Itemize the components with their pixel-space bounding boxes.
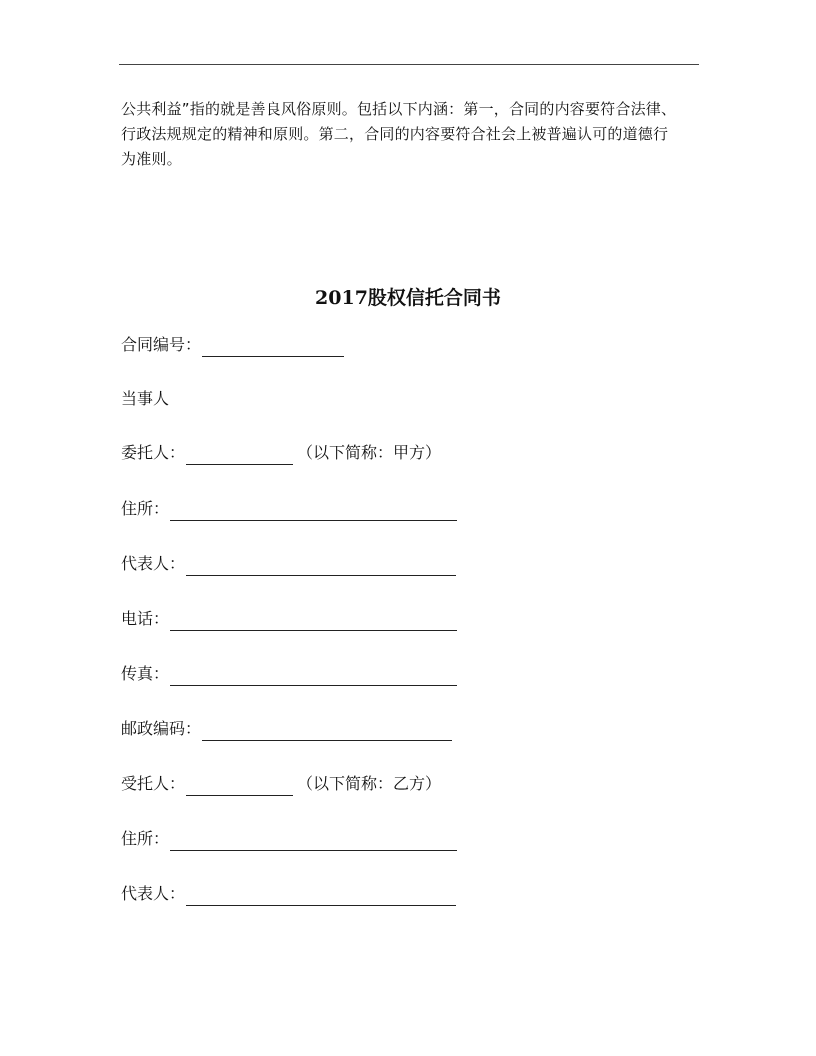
trustee-label: 受托人： (121, 774, 186, 793)
principal-phone-blank[interactable] (170, 611, 457, 631)
principal-representative-label: 代表人： (121, 554, 186, 573)
principal-alias: （以下简称：甲方） (297, 443, 442, 462)
principal-fax-label: 传真： (121, 664, 170, 683)
principal-fax-blank[interactable] (170, 666, 457, 686)
principal-address-label: 住所： (121, 499, 170, 518)
principal-address-field (121, 497, 457, 521)
principal-postal-code-blank[interactable] (202, 721, 452, 741)
principal-address-blank[interactable] (170, 501, 457, 521)
principal-postal-code-field (121, 717, 452, 741)
principal-representative-field (121, 552, 456, 576)
intro-line: 为准则。 (121, 150, 182, 168)
header-rule (119, 64, 699, 65)
trustee-address-blank[interactable] (170, 831, 457, 851)
trustee-address-field (121, 827, 457, 851)
intro-paragraph (121, 97, 701, 172)
intro-line: 公共利益”指的就是善良风俗原则。包括以下内涵：第一，合同的内容要符合法律、 (121, 100, 677, 118)
principal-fax-field (121, 662, 457, 686)
contract-number-field (121, 333, 344, 357)
trustee-blank[interactable] (186, 776, 293, 796)
principal-representative-blank[interactable] (186, 556, 456, 576)
trustee-address-label: 住所： (121, 829, 170, 848)
trustee-representative-blank[interactable] (186, 886, 456, 906)
contract-title: 2017股权信托合同书 (315, 287, 501, 309)
trustee-alias: （以下简称：乙方） (297, 774, 442, 793)
principal-phone-label: 电话： (121, 609, 170, 628)
parties-heading-row (121, 387, 169, 411)
principal-field (121, 441, 441, 465)
trustee-field (121, 772, 441, 796)
trustee-representative-field (121, 882, 456, 906)
contract-number-label: 合同编号： (121, 335, 202, 354)
trustee-representative-label: 代表人： (121, 884, 186, 903)
contract-number-blank[interactable] (202, 337, 344, 357)
principal-phone-field (121, 607, 457, 631)
intro-line: 行政法规规定的精神和原则。第二，合同的内容要符合社会上被普遍认可的道德行 (121, 125, 669, 143)
principal-label: 委托人： (121, 443, 186, 462)
principal-blank[interactable] (186, 445, 293, 465)
principal-postal-code-label: 邮政编码： (121, 719, 202, 738)
parties-heading: 当事人 (121, 389, 170, 408)
